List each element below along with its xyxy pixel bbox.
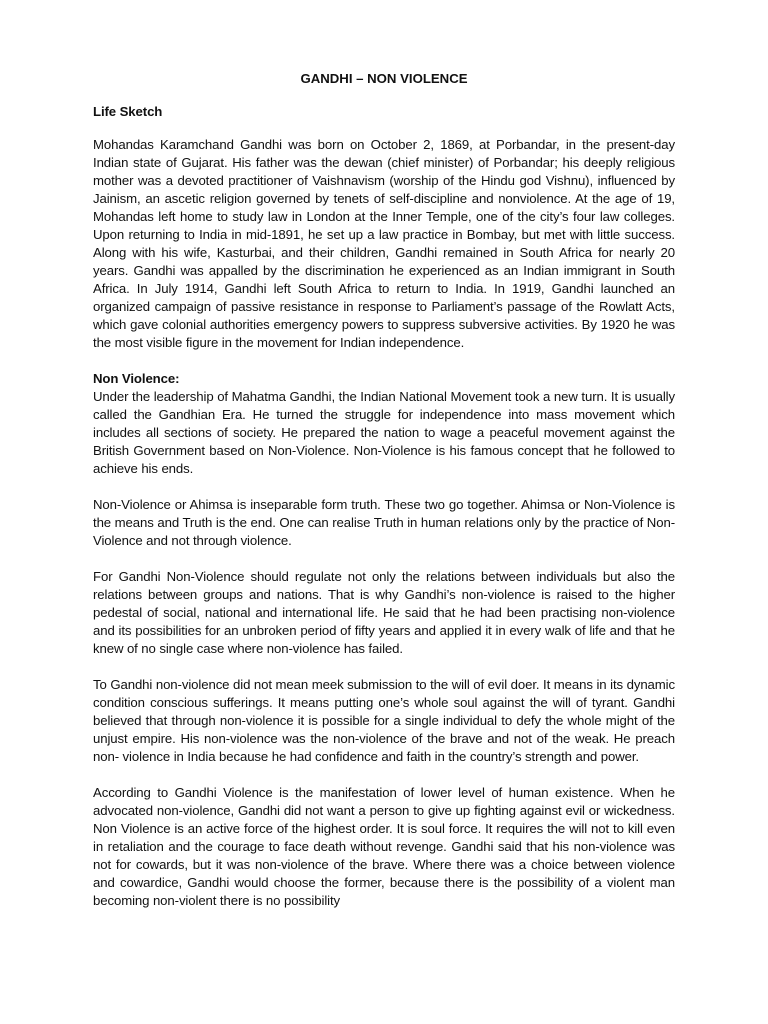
section-heading-life-sketch: Life Sketch	[93, 104, 163, 119]
paragraph-ahimsa: Non-Violence or Ahimsa is inseparable form truth. These two go together. Ahimsa or Non-Violence is the means and Truth is the end. One can realise Truth in human relations only by the practice of Non-Violence and not through violence.	[93, 497, 675, 548]
paragraph-gandhian-era: Under the leadership of Mahatma Gandhi, the Indian National Movement took a new turn. It is usually called the Gandhian Era. He turned the struggle for independence into mass movement which includes all sections of society. He prepared the nation to wage a peaceful movement against the British Government based on Non-Violence. Non-Violence is his famous concept that he followed to achieve his ends.	[93, 389, 675, 476]
paragraph-violence-manifestation: According to Gandhi Violence is the manifestation of lower level of human existence. When he advocated non-violence, Gandhi did not want a person to give up fighting against evil or wickedness. Non Violence is an active force of the highest order. It is soul force. It requires the will not to kill even in retaliation and the courage to face death without revenge. Gandhi said that his non-violence was not for cowards, but it was non-violence of the brave. Where there was a choice between violence and cowardice, Gandhi would choose the former, because there is the possibility of a violent man becoming non-violent there is no possibility	[93, 785, 675, 908]
section-heading-non-violence: Non Violence:	[93, 371, 180, 386]
paragraph-groups-and-nations: For Gandhi Non-Violence should regulate not only the relations between individuals but also the relations between groups and nations. That is why Gandhi’s non-violence is raised to the higher pedestal of social, national and international life. He said that he had been practising non-violence and its possibilities for an unbroken period of fifty years and applied it in every walk of life and that he knew of no single case where non-violence has failed.	[93, 569, 675, 656]
paragraph-life-sketch: Mohandas Karamchand Gandhi was born on October 2, 1869, at Porbandar, in the present-day Indian state of Gujarat. His father was the dewan (chief minister) of Porbandar; his deeply religious mother was a devoted practitioner of Vaishnavism (worship of the Hindu god Vishnu), influenced by Jainism, an ascetic religion governed by tenets of self-discipline and nonviolence. At the age of 19, Mohandas left home to study law in London at the Inner Temple, one of the city’s four law colleges. Upon returning to India in mid-1891, he set up a law practice in Bombay, but met with little success. Along with his wife, Kasturbai, and their children, Gandhi remained in South Africa for nearly 20 years. Gandhi was appalled by the discrimination he experienced as an Indian immigrant in South Africa. In July 1914, Gandhi left South Africa to return to India. In 1919, Gandhi launched an organized campaign of passive resistance in response to Parliament’s passage of the Rowlatt Acts, which gave colonial authorities emergency powers to suppress subversive activities. By 1920 he was the most visible figure in the movement for Indian independence.	[93, 137, 675, 350]
paragraph-meek-submission: To Gandhi non-violence did not mean meek submission to the will of evil doer. It means in its dynamic condition conscious sufferings. It means putting one’s whole soul against the will of tyrant. Gandhi believed that through non-violence it is possible for a single individual to defy the whole might of the unjust empire. His non-violence was the non-violence of the brave and not of the weak. He preach non- violence in India because he had confidence and faith in the country’s strength and power.	[93, 677, 675, 764]
document-title: GANDHI – NON VIOLENCE	[300, 71, 468, 86]
document-body	[93, 70, 675, 910]
